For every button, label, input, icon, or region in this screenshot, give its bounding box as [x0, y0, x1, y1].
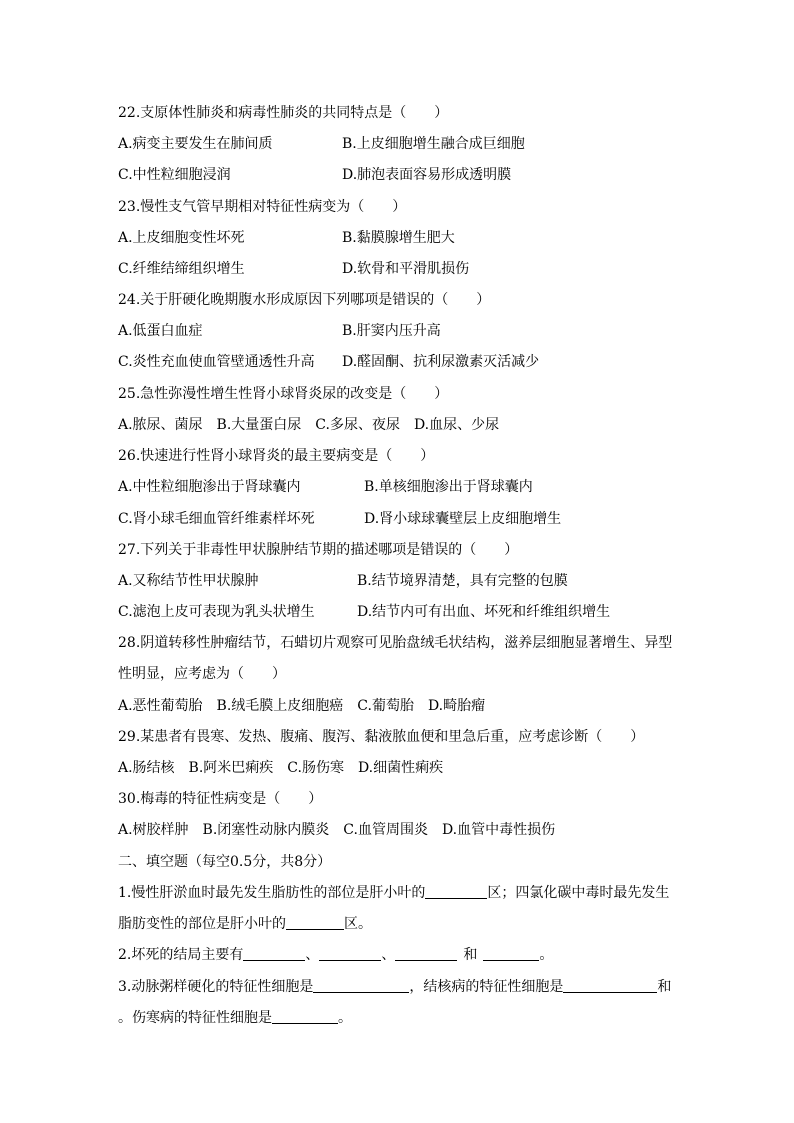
option-d: D.肺泡表面容易形成透明膜	[342, 167, 512, 183]
options-row: A.脓尿、菌尿 B.大量蛋白尿 C.多尿、夜尿 D.血尿、少尿	[118, 417, 500, 433]
question-25: 25.急性弥漫性增生性肾小球肾炎尿的改变是（ ）	[118, 386, 449, 402]
option-a: A.中性粒细胞渗出于肾球囊内	[118, 479, 301, 495]
question-30: 30.梅毒的特征性病变是（ ）	[118, 791, 323, 807]
option-a: A.上皮细胞变性坏死	[118, 230, 245, 246]
option-c: C.炎性充血使血管壁通透性升高	[118, 354, 315, 370]
answer-blank[interactable]	[313, 978, 409, 993]
section-heading: 二、填空题（每空0.5分，共8分）	[118, 854, 332, 870]
text: 2.坏死的结局主要有	[118, 947, 244, 963]
fill-question-1-continued	[118, 915, 372, 933]
separator: 、	[305, 947, 320, 963]
question-26: 26.快速进行性肾小球肾炎的最主要病变是（ ）	[118, 448, 435, 464]
option-c: C.滤泡上皮可表现为乳头状增生	[118, 604, 315, 620]
option-a: A.病变主要发生在肺间质	[118, 136, 273, 152]
question-23: 23.慢性支气管早期相对特征性病变为（ ）	[118, 199, 407, 215]
option-d: D.肾小球球囊壁层上皮细胞增生	[364, 511, 562, 527]
answer-blank[interactable]	[425, 884, 487, 899]
fill-question-3-continued	[118, 1009, 352, 1027]
separator: 、	[381, 947, 396, 963]
question-24: 24.关于肝硬化晚期腹水形成原因下列哪项是错误的（ ）	[118, 292, 491, 308]
text: 区。	[344, 916, 372, 932]
question-29: 29.某患者有畏寒、发热、腹痛、腹泻、黏液脓血便和里急后重，应考虑诊断（ ）	[118, 729, 645, 745]
option-d: D.醛固酮、抗利尿激素灭活减少	[342, 354, 540, 370]
text: ，结核病的特征性细胞是	[409, 979, 564, 995]
question-28-continued: 性明显，应考虑为（ ）	[118, 666, 286, 682]
conjunction: 和	[463, 947, 478, 963]
answer-blank[interactable]	[243, 946, 305, 961]
option-b: B.黏膜腺增生肥大	[342, 230, 455, 246]
option-a: A.低蛋白血症	[118, 323, 203, 339]
options-row: A.树胶样肿 B.闭塞性动脉内膜炎 C.血管周围炎 D.血管中毒性损伤	[118, 822, 556, 838]
text: 区；四氯化碳中毒时最先发生	[487, 885, 670, 901]
text: 。伤寒病的特征性细胞是	[118, 1010, 272, 1026]
option-d: D.软骨和平滑肌损伤	[342, 261, 470, 277]
text: 1.慢性肝淤血时最先发生脂肪性的部位是肝小叶的	[118, 885, 426, 901]
fill-question-3	[118, 978, 671, 996]
question-22: 22.支原体性肺炎和病毒性肺炎的共同特点是（ ）	[118, 105, 449, 121]
option-b: B.单核细胞渗出于肾球囊内	[364, 479, 533, 495]
option-a: A.又称结节性甲状腺肿	[118, 573, 259, 589]
answer-blank[interactable]	[272, 1009, 338, 1024]
option-b: B.肝窦内压升高	[342, 323, 441, 339]
option-b: B.上皮细胞增生融合成巨细胞	[342, 136, 525, 152]
answer-blank[interactable]	[483, 946, 539, 961]
question-28: 28.阴道转移性肿瘤结节，石蜡切片观察可见胎盘绒毛状结构，滋养层细胞显著增生、异型	[118, 635, 673, 651]
options-row: A.恶性葡萄胎 B.绒毛膜上皮细胞癌 C.葡萄胎 D.畸胎瘤	[118, 698, 486, 714]
fill-question-2	[118, 946, 553, 964]
option-b: B.结节境界清楚，具有完整的包膜	[357, 573, 568, 589]
answer-blank[interactable]	[319, 946, 381, 961]
conjunction: 和	[657, 979, 672, 995]
answer-blank[interactable]	[286, 915, 344, 930]
option-c: C.中性粒细胞浸润	[118, 167, 231, 183]
answer-blank[interactable]	[563, 978, 657, 993]
period: 。	[338, 1010, 352, 1026]
fill-question-1	[118, 884, 669, 902]
text: 3.动脉粥样硬化的特征性细胞是	[118, 979, 314, 995]
text: 脂肪变性的部位是肝小叶的	[118, 916, 286, 932]
question-27: 27.下列关于非毒性甲状腺肿结节期的描述哪项是错误的（ ）	[118, 542, 519, 558]
options-row: A.肠结核 B.阿米巴痢疾 C.肠伤寒 D.细菌性痢疾	[118, 760, 444, 776]
option-d: D.结节内可有出血、坏死和纤维组织增生	[357, 604, 611, 620]
option-c: C.纤维结缔组织增生	[118, 261, 245, 277]
period: 。	[539, 947, 554, 963]
answer-blank[interactable]	[395, 946, 457, 961]
option-c: C.肾小球毛细血管纤维素样坏死	[118, 511, 315, 527]
